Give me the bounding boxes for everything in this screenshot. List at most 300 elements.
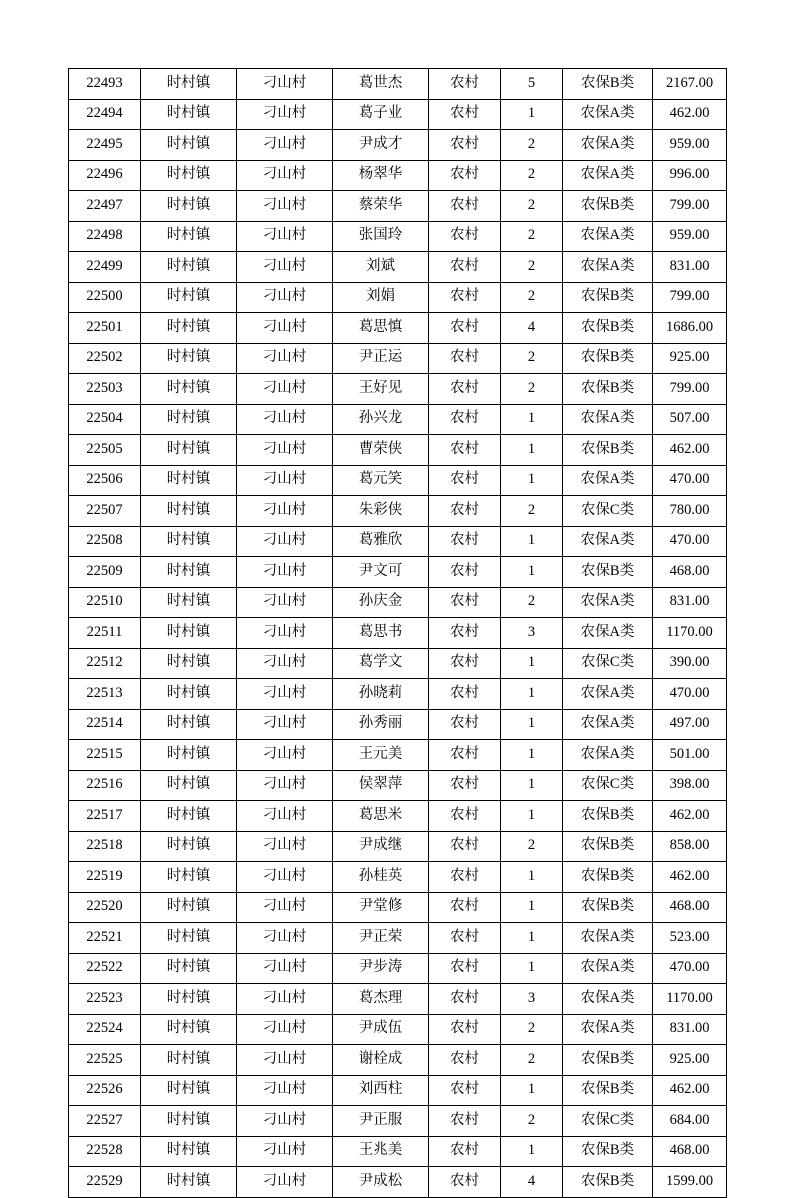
cell-household-type: 农村	[429, 99, 501, 130]
cell-amount: 470.00	[653, 526, 727, 557]
cell-village: 刁山村	[237, 1136, 333, 1167]
cell-town: 时村镇	[141, 130, 237, 161]
cell-person-count: 1	[501, 99, 563, 130]
cell-person-count: 1	[501, 526, 563, 557]
cell-serial-number: 22524	[69, 1014, 141, 1045]
cell-serial-number: 22518	[69, 831, 141, 862]
cell-town: 时村镇	[141, 923, 237, 954]
cell-town: 时村镇	[141, 679, 237, 710]
cell-household-type: 农村	[429, 404, 501, 435]
cell-town: 时村镇	[141, 69, 237, 100]
cell-person-name: 葛思米	[333, 801, 429, 832]
cell-insurance-category: 农保A类	[563, 130, 653, 161]
cell-insurance-category: 农保A类	[563, 618, 653, 649]
cell-amount: 831.00	[653, 252, 727, 283]
cell-serial-number: 22521	[69, 923, 141, 954]
cell-person-count: 4	[501, 313, 563, 344]
cell-town: 时村镇	[141, 99, 237, 130]
cell-village: 刁山村	[237, 770, 333, 801]
cell-serial-number: 22520	[69, 892, 141, 923]
cell-insurance-category: 农保C类	[563, 648, 653, 679]
cell-town: 时村镇	[141, 1075, 237, 1106]
cell-household-type: 农村	[429, 160, 501, 191]
cell-village: 刁山村	[237, 862, 333, 893]
cell-serial-number: 22517	[69, 801, 141, 832]
cell-serial-number: 22512	[69, 648, 141, 679]
cell-town: 时村镇	[141, 282, 237, 313]
cell-town: 时村镇	[141, 618, 237, 649]
table-row	[69, 496, 727, 527]
table-row	[69, 404, 727, 435]
cell-town: 时村镇	[141, 770, 237, 801]
cell-town: 时村镇	[141, 709, 237, 740]
cell-village: 刁山村	[237, 465, 333, 496]
cell-person-name: 王好见	[333, 374, 429, 405]
table-row	[69, 191, 727, 222]
cell-person-count: 1	[501, 892, 563, 923]
cell-serial-number: 22506	[69, 465, 141, 496]
cell-household-type: 农村	[429, 435, 501, 466]
cell-household-type: 农村	[429, 984, 501, 1015]
cell-insurance-category: 农保B类	[563, 1167, 653, 1198]
cell-village: 刁山村	[237, 1075, 333, 1106]
cell-amount: 959.00	[653, 221, 727, 252]
cell-insurance-category: 农保B类	[563, 191, 653, 222]
cell-amount: 462.00	[653, 1075, 727, 1106]
cell-town: 时村镇	[141, 862, 237, 893]
cell-insurance-category: 农保B类	[563, 282, 653, 313]
cell-village: 刁山村	[237, 313, 333, 344]
cell-insurance-category: 农保C类	[563, 496, 653, 527]
cell-household-type: 农村	[429, 496, 501, 527]
cell-amount: 1170.00	[653, 618, 727, 649]
cell-household-type: 农村	[429, 648, 501, 679]
cell-village: 刁山村	[237, 709, 333, 740]
cell-household-type: 农村	[429, 923, 501, 954]
cell-person-count: 2	[501, 1014, 563, 1045]
cell-insurance-category: 农保A类	[563, 1014, 653, 1045]
table-row	[69, 648, 727, 679]
cell-village: 刁山村	[237, 69, 333, 100]
cell-insurance-category: 农保B类	[563, 1136, 653, 1167]
cell-household-type: 农村	[429, 465, 501, 496]
cell-person-count: 1	[501, 435, 563, 466]
cell-village: 刁山村	[237, 1045, 333, 1076]
cell-village: 刁山村	[237, 1014, 333, 1045]
cell-person-name: 尹成松	[333, 1167, 429, 1198]
cell-insurance-category: 农保A类	[563, 526, 653, 557]
cell-person-name: 孙晓莉	[333, 679, 429, 710]
cell-serial-number: 22507	[69, 496, 141, 527]
cell-village: 刁山村	[237, 831, 333, 862]
cell-town: 时村镇	[141, 1045, 237, 1076]
cell-village: 刁山村	[237, 160, 333, 191]
cell-amount: 2167.00	[653, 69, 727, 100]
cell-person-count: 1	[501, 740, 563, 771]
cell-amount: 799.00	[653, 282, 727, 313]
cell-person-count: 2	[501, 1106, 563, 1137]
cell-amount: 501.00	[653, 740, 727, 771]
cell-person-name: 葛世杰	[333, 69, 429, 100]
cell-serial-number: 22502	[69, 343, 141, 374]
cell-village: 刁山村	[237, 740, 333, 771]
cell-town: 时村镇	[141, 191, 237, 222]
cell-insurance-category: 农保A类	[563, 465, 653, 496]
cell-person-name: 葛杰理	[333, 984, 429, 1015]
cell-insurance-category: 农保C类	[563, 770, 653, 801]
cell-town: 时村镇	[141, 160, 237, 191]
cell-insurance-category: 农保B类	[563, 343, 653, 374]
cell-amount: 398.00	[653, 770, 727, 801]
cell-household-type: 农村	[429, 740, 501, 771]
cell-village: 刁山村	[237, 282, 333, 313]
cell-person-name: 刘斌	[333, 252, 429, 283]
cell-insurance-category: 农保A类	[563, 221, 653, 252]
table-row	[69, 740, 727, 771]
cell-person-count: 2	[501, 374, 563, 405]
cell-household-type: 农村	[429, 587, 501, 618]
table-body	[69, 69, 727, 1198]
cell-amount: 831.00	[653, 587, 727, 618]
cell-amount: 470.00	[653, 953, 727, 984]
cell-town: 时村镇	[141, 252, 237, 283]
cell-insurance-category: 农保A类	[563, 709, 653, 740]
cell-person-name: 刘西柱	[333, 1075, 429, 1106]
cell-household-type: 农村	[429, 831, 501, 862]
table-row	[69, 374, 727, 405]
cell-person-count: 1	[501, 465, 563, 496]
cell-insurance-category: 农保B类	[563, 1075, 653, 1106]
cell-household-type: 农村	[429, 1045, 501, 1076]
cell-amount: 684.00	[653, 1106, 727, 1137]
cell-town: 时村镇	[141, 374, 237, 405]
cell-person-count: 1	[501, 1136, 563, 1167]
cell-village: 刁山村	[237, 130, 333, 161]
cell-serial-number: 22501	[69, 313, 141, 344]
cell-person-name: 孙庆金	[333, 587, 429, 618]
cell-serial-number: 22523	[69, 984, 141, 1015]
cell-amount: 996.00	[653, 160, 727, 191]
cell-amount: 470.00	[653, 465, 727, 496]
cell-insurance-category: 农保A类	[563, 740, 653, 771]
cell-amount: 470.00	[653, 679, 727, 710]
cell-town: 时村镇	[141, 831, 237, 862]
cell-person-count: 2	[501, 343, 563, 374]
cell-person-count: 5	[501, 69, 563, 100]
table-row	[69, 99, 727, 130]
cell-serial-number: 22525	[69, 1045, 141, 1076]
cell-person-name: 葛雅欣	[333, 526, 429, 557]
cell-household-type: 农村	[429, 1136, 501, 1167]
cell-amount: 468.00	[653, 557, 727, 588]
cell-amount: 959.00	[653, 130, 727, 161]
table-row	[69, 313, 727, 344]
cell-household-type: 农村	[429, 191, 501, 222]
cell-person-name: 尹文可	[333, 557, 429, 588]
cell-person-name: 孙兴龙	[333, 404, 429, 435]
cell-serial-number: 22498	[69, 221, 141, 252]
cell-village: 刁山村	[237, 1167, 333, 1198]
cell-town: 时村镇	[141, 526, 237, 557]
table-row	[69, 1045, 727, 1076]
cell-village: 刁山村	[237, 99, 333, 130]
cell-household-type: 农村	[429, 1106, 501, 1137]
cell-insurance-category: 农保A类	[563, 160, 653, 191]
cell-village: 刁山村	[237, 923, 333, 954]
cell-serial-number: 22522	[69, 953, 141, 984]
table-row	[69, 831, 727, 862]
table-row	[69, 709, 727, 740]
table-row	[69, 526, 727, 557]
cell-person-name: 尹正荣	[333, 923, 429, 954]
cell-village: 刁山村	[237, 648, 333, 679]
cell-amount: 462.00	[653, 801, 727, 832]
cell-serial-number: 22500	[69, 282, 141, 313]
cell-village: 刁山村	[237, 801, 333, 832]
cell-person-count: 2	[501, 221, 563, 252]
table-row	[69, 587, 727, 618]
cell-serial-number: 22504	[69, 404, 141, 435]
table-row	[69, 465, 727, 496]
cell-serial-number: 22516	[69, 770, 141, 801]
cell-town: 时村镇	[141, 892, 237, 923]
table-row	[69, 862, 727, 893]
cell-insurance-category: 农保A类	[563, 923, 653, 954]
cell-amount: 925.00	[653, 1045, 727, 1076]
cell-person-count: 2	[501, 831, 563, 862]
table-row	[69, 130, 727, 161]
cell-household-type: 农村	[429, 252, 501, 283]
cell-household-type: 农村	[429, 679, 501, 710]
cell-person-count: 1	[501, 709, 563, 740]
cell-village: 刁山村	[237, 191, 333, 222]
cell-person-count: 1	[501, 1075, 563, 1106]
cell-insurance-category: 农保B类	[563, 313, 653, 344]
cell-person-name: 刘娟	[333, 282, 429, 313]
cell-person-count: 1	[501, 862, 563, 893]
cell-serial-number: 22515	[69, 740, 141, 771]
cell-person-name: 葛元笑	[333, 465, 429, 496]
cell-village: 刁山村	[237, 557, 333, 588]
table-row	[69, 435, 727, 466]
cell-village: 刁山村	[237, 984, 333, 1015]
cell-insurance-category: 农保A类	[563, 953, 653, 984]
cell-person-name: 葛学文	[333, 648, 429, 679]
cell-amount: 468.00	[653, 1136, 727, 1167]
cell-amount: 1170.00	[653, 984, 727, 1015]
table-row	[69, 1106, 727, 1137]
cell-insurance-category: 农保A类	[563, 587, 653, 618]
cell-town: 时村镇	[141, 221, 237, 252]
cell-person-count: 2	[501, 160, 563, 191]
table-row	[69, 1136, 727, 1167]
cell-serial-number: 22514	[69, 709, 141, 740]
cell-town: 时村镇	[141, 587, 237, 618]
cell-town: 时村镇	[141, 953, 237, 984]
cell-amount: 468.00	[653, 892, 727, 923]
cell-serial-number: 22493	[69, 69, 141, 100]
cell-village: 刁山村	[237, 679, 333, 710]
cell-household-type: 农村	[429, 801, 501, 832]
table-row	[69, 618, 727, 649]
cell-person-name: 葛思书	[333, 618, 429, 649]
cell-insurance-category: 农保B类	[563, 69, 653, 100]
table-row	[69, 679, 727, 710]
table-row	[69, 557, 727, 588]
cell-person-name: 孙秀丽	[333, 709, 429, 740]
cell-town: 时村镇	[141, 496, 237, 527]
cell-serial-number: 22510	[69, 587, 141, 618]
cell-village: 刁山村	[237, 496, 333, 527]
cell-household-type: 农村	[429, 709, 501, 740]
cell-person-name: 尹正服	[333, 1106, 429, 1137]
cell-amount: 1686.00	[653, 313, 727, 344]
cell-household-type: 农村	[429, 1014, 501, 1045]
cell-insurance-category: 农保A类	[563, 99, 653, 130]
cell-serial-number: 22526	[69, 1075, 141, 1106]
cell-person-name: 王元美	[333, 740, 429, 771]
cell-person-count: 1	[501, 679, 563, 710]
table-row	[69, 69, 727, 100]
cell-household-type: 农村	[429, 526, 501, 557]
cell-person-name: 尹成伍	[333, 1014, 429, 1045]
cell-person-count: 1	[501, 801, 563, 832]
cell-serial-number: 22527	[69, 1106, 141, 1137]
cell-household-type: 农村	[429, 374, 501, 405]
cell-serial-number: 22508	[69, 526, 141, 557]
cell-person-count: 1	[501, 404, 563, 435]
cell-village: 刁山村	[237, 526, 333, 557]
cell-household-type: 农村	[429, 282, 501, 313]
table-row	[69, 892, 727, 923]
cell-serial-number: 22497	[69, 191, 141, 222]
cell-person-count: 2	[501, 496, 563, 527]
cell-amount: 1599.00	[653, 1167, 727, 1198]
cell-amount: 780.00	[653, 496, 727, 527]
cell-serial-number: 22505	[69, 435, 141, 466]
cell-village: 刁山村	[237, 1106, 333, 1137]
cell-village: 刁山村	[237, 343, 333, 374]
cell-town: 时村镇	[141, 1106, 237, 1137]
cell-person-count: 4	[501, 1167, 563, 1198]
cell-village: 刁山村	[237, 221, 333, 252]
cell-person-count: 1	[501, 953, 563, 984]
table-row	[69, 770, 727, 801]
cell-insurance-category: 农保A类	[563, 404, 653, 435]
subsidy-table	[68, 68, 727, 1198]
cell-household-type: 农村	[429, 221, 501, 252]
cell-serial-number: 22499	[69, 252, 141, 283]
cell-town: 时村镇	[141, 404, 237, 435]
cell-household-type: 农村	[429, 862, 501, 893]
cell-serial-number: 22511	[69, 618, 141, 649]
cell-amount: 497.00	[653, 709, 727, 740]
table-row	[69, 801, 727, 832]
cell-insurance-category: 农保A类	[563, 984, 653, 1015]
cell-serial-number: 22495	[69, 130, 141, 161]
table-row	[69, 343, 727, 374]
cell-serial-number: 22509	[69, 557, 141, 588]
cell-person-count: 1	[501, 770, 563, 801]
cell-insurance-category: 农保C类	[563, 1106, 653, 1137]
cell-person-name: 杨翠华	[333, 160, 429, 191]
cell-town: 时村镇	[141, 313, 237, 344]
cell-serial-number: 22503	[69, 374, 141, 405]
cell-person-name: 孙桂英	[333, 862, 429, 893]
cell-person-name: 葛思慎	[333, 313, 429, 344]
cell-person-name: 蔡荣华	[333, 191, 429, 222]
cell-insurance-category: 农保B类	[563, 862, 653, 893]
cell-town: 时村镇	[141, 984, 237, 1015]
cell-amount: 799.00	[653, 191, 727, 222]
cell-person-count: 2	[501, 252, 563, 283]
cell-serial-number: 22494	[69, 99, 141, 130]
cell-household-type: 农村	[429, 892, 501, 923]
cell-insurance-category: 农保B类	[563, 831, 653, 862]
cell-person-name: 尹成才	[333, 130, 429, 161]
cell-person-name: 朱彩侠	[333, 496, 429, 527]
cell-town: 时村镇	[141, 1014, 237, 1045]
cell-household-type: 农村	[429, 953, 501, 984]
cell-person-name: 谢栓成	[333, 1045, 429, 1076]
cell-amount: 925.00	[653, 343, 727, 374]
table-row	[69, 1167, 727, 1198]
cell-amount: 831.00	[653, 1014, 727, 1045]
cell-amount: 507.00	[653, 404, 727, 435]
cell-town: 时村镇	[141, 740, 237, 771]
cell-town: 时村镇	[141, 465, 237, 496]
cell-person-name: 张国玲	[333, 221, 429, 252]
cell-village: 刁山村	[237, 374, 333, 405]
cell-person-name: 侯翠萍	[333, 770, 429, 801]
cell-person-name: 曹荣侠	[333, 435, 429, 466]
cell-amount: 462.00	[653, 99, 727, 130]
cell-household-type: 农村	[429, 313, 501, 344]
cell-person-count: 2	[501, 282, 563, 313]
table-row	[69, 923, 727, 954]
cell-person-count: 3	[501, 984, 563, 1015]
table-row	[69, 953, 727, 984]
cell-household-type: 农村	[429, 1167, 501, 1198]
cell-person-count: 3	[501, 618, 563, 649]
cell-insurance-category: 农保B类	[563, 374, 653, 405]
cell-household-type: 农村	[429, 557, 501, 588]
cell-village: 刁山村	[237, 618, 333, 649]
cell-insurance-category: 农保A类	[563, 252, 653, 283]
table-row	[69, 984, 727, 1015]
cell-serial-number: 22496	[69, 160, 141, 191]
cell-person-count: 2	[501, 130, 563, 161]
cell-household-type: 农村	[429, 69, 501, 100]
cell-insurance-category: 农保B类	[563, 1045, 653, 1076]
cell-serial-number: 22529	[69, 1167, 141, 1198]
cell-serial-number: 22528	[69, 1136, 141, 1167]
cell-town: 时村镇	[141, 1167, 237, 1198]
cell-village: 刁山村	[237, 892, 333, 923]
cell-person-name: 王兆美	[333, 1136, 429, 1167]
cell-village: 刁山村	[237, 953, 333, 984]
cell-insurance-category: 农保B类	[563, 557, 653, 588]
cell-insurance-category: 农保B类	[563, 435, 653, 466]
cell-person-name: 尹成继	[333, 831, 429, 862]
cell-town: 时村镇	[141, 343, 237, 374]
table-row	[69, 1014, 727, 1045]
cell-amount: 523.00	[653, 923, 727, 954]
table-row	[69, 252, 727, 283]
cell-serial-number: 22513	[69, 679, 141, 710]
cell-amount: 462.00	[653, 862, 727, 893]
cell-person-count: 1	[501, 557, 563, 588]
